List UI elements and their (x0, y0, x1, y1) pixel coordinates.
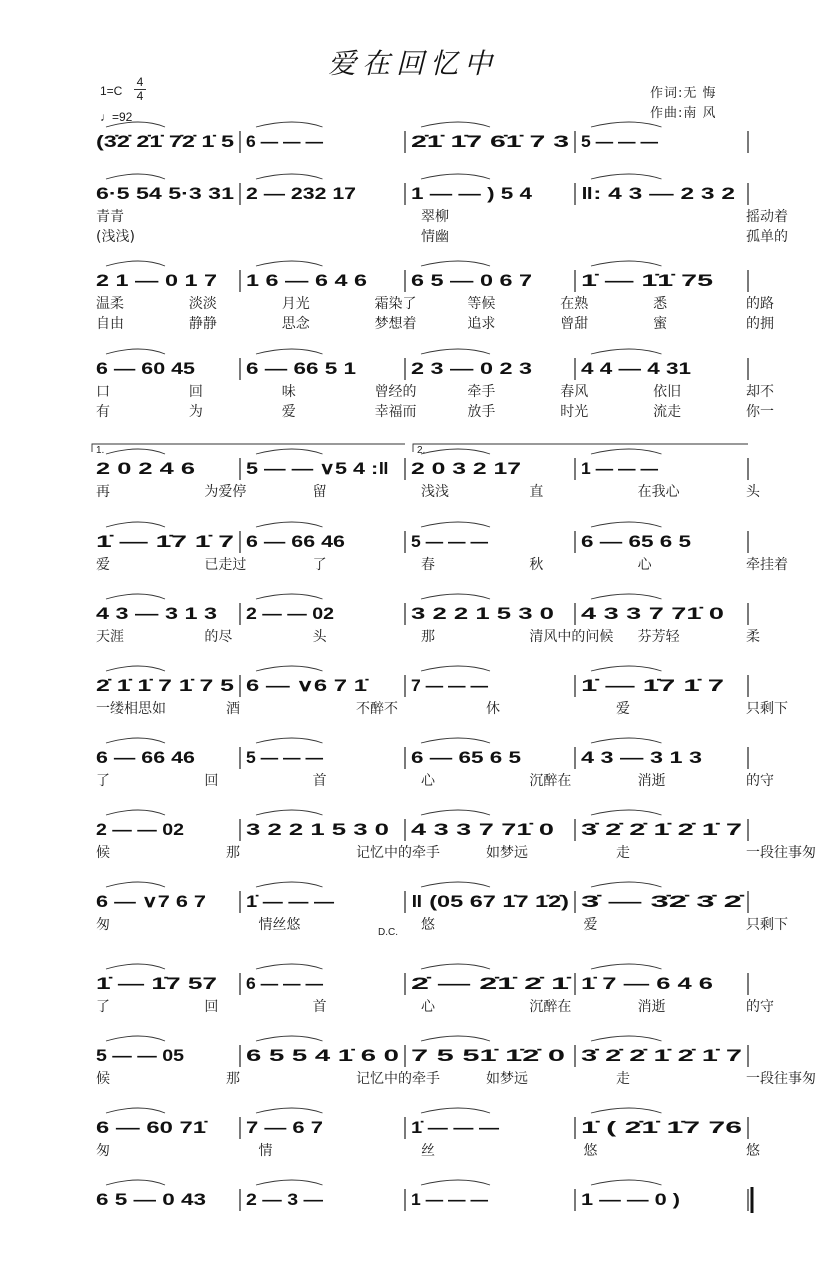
lyric-word: 牵挂着 (746, 557, 788, 573)
slur (421, 1108, 490, 1113)
lyric-word: 为爱停 (204, 484, 247, 500)
slur (106, 738, 165, 743)
lyric-word: 匆 (96, 1143, 110, 1159)
lyric-word: 回 (188, 384, 203, 400)
lyric-word: 浅浅 (421, 484, 449, 500)
lyric-word: 直 (529, 484, 544, 500)
slur (256, 122, 323, 127)
lyric-word: 翠柳 (421, 209, 449, 225)
lyric-word: 心 (421, 773, 435, 789)
measure: 1̇ — — — (411, 1118, 499, 1137)
slur (421, 666, 490, 671)
measure: 2 — 3 — (246, 1190, 323, 1209)
slur (106, 1108, 165, 1113)
slur (421, 122, 490, 127)
measure: 6 5 5 4 1̇ 6 0 (246, 1046, 399, 1065)
measure: 7 — 6 7 (246, 1118, 323, 1137)
lyric-word: 情 (258, 1143, 273, 1159)
slur (421, 1036, 490, 1041)
slur (591, 594, 662, 599)
slur (591, 522, 662, 527)
measure: 1̇ — — — (246, 892, 334, 911)
measure: 6 5 — 0 43 (96, 1190, 206, 1209)
lyric-word: 候 (96, 845, 110, 861)
measure: 6 — 66 5 1 (246, 359, 356, 378)
lyric-word: 不醉不 (356, 701, 398, 717)
slur (256, 349, 323, 354)
volta-number: 1. (96, 445, 105, 456)
lyric-word: 丝 (421, 1143, 435, 1159)
slur (591, 1036, 662, 1041)
slur (256, 810, 323, 815)
slur (106, 122, 165, 127)
lyric-word: 的尽 (204, 629, 233, 645)
lyric-word: 走 (616, 1071, 630, 1087)
measure: 6 — 65 6 5 (581, 532, 691, 551)
lyric-word: 头 (312, 629, 327, 645)
measure: 7 5 51̇ 1̇2̇ 0 (411, 1046, 565, 1065)
lyric-word: 只剩下 (746, 701, 788, 717)
measure: 4 3 3 7 71̇ 0 (411, 820, 554, 839)
measure: 3̇ 2̇ 2̇ 1̇ 2̇ 1̇ 7 (581, 820, 742, 839)
slur (591, 810, 662, 815)
slur (591, 122, 662, 127)
lyric-word: 首 (312, 999, 327, 1015)
lyric-word: 秋 (529, 557, 544, 573)
lyric-word: 再 (96, 484, 110, 500)
lyric-word: 孤单的 (746, 229, 788, 245)
lyric-word: 春 (421, 557, 435, 573)
slur (421, 174, 490, 179)
lyric-word: 摇动着 (746, 209, 788, 225)
measure: (3̇2̇ 2̇1̇ 7̇2̇ 1̇ 5 (96, 132, 234, 151)
measure: 2̇1̇ 1̇7 6̇1̇ 7 3 (411, 132, 569, 151)
lyric-word: 悠 (746, 1143, 760, 1159)
lyric-word: 悠 (583, 1143, 598, 1159)
time-signature-top: 4 (136, 75, 144, 89)
slur (421, 882, 490, 887)
song-title: 爱在回忆中 (327, 47, 498, 80)
lyric-word: 却不 (746, 384, 774, 400)
lyric-word: 消逝 (637, 773, 666, 789)
slur (106, 964, 165, 969)
tempo-marking: ♩=92 (100, 110, 133, 124)
measure: 2 — — 02 (246, 604, 334, 623)
slur (106, 449, 165, 454)
lyric-word: 爱 (96, 557, 110, 573)
slur (106, 174, 165, 179)
lyric-word: 候 (96, 1071, 110, 1087)
slur (106, 666, 165, 671)
slur (591, 449, 662, 454)
lyric-word: 的守 (746, 773, 774, 789)
slur (256, 882, 323, 887)
lyric-word: 休 (486, 701, 500, 717)
lyric-word: 天涯 (96, 629, 124, 645)
lyric-word: 你一 (746, 404, 774, 420)
composer: 作曲:南 风 (650, 106, 717, 121)
lyric-word: 如梦远 (486, 845, 528, 861)
slur (256, 666, 323, 671)
measure: 6 — ∨6 7 1̇ (246, 676, 370, 695)
measure: 1 — — 0 ) (581, 1190, 680, 1209)
slur (106, 1036, 165, 1041)
volta-bracket (413, 444, 748, 452)
lyric-word: 淡淡 (188, 296, 217, 312)
lyric-word: 记忆中的牵手 (356, 845, 440, 861)
measure: 6 — 60 45 (96, 359, 195, 378)
key-signature: 1=C (100, 84, 123, 98)
measure: 2 1 — 0 1 7 (96, 271, 217, 290)
slur (106, 882, 165, 887)
lyric-word: 春风 (560, 384, 589, 400)
lyric-word: 那 (226, 845, 240, 861)
measure: 1 — — ) 5 4 (411, 184, 533, 203)
lyric-word: 沉醉在 (529, 773, 572, 789)
lyric-word: 回 (204, 999, 219, 1015)
measure: 5 — — — (411, 532, 488, 551)
lyric-word: 柔 (746, 629, 760, 645)
measure: 2 3 — 0 2 3 (411, 359, 532, 378)
measure: 4 3 — 3 1 3 (96, 604, 217, 623)
measure: ‖ (05 67 1̇7 1̇2̇) (411, 892, 569, 911)
lyric-word: 回 (204, 773, 219, 789)
slur (256, 261, 323, 266)
measure: 1 6 — 6 4 6 (246, 271, 367, 290)
slur (421, 738, 490, 743)
lyric-word: 流走 (653, 404, 682, 420)
measure: 2 — — 02 (96, 820, 184, 839)
slur (591, 882, 662, 887)
slur (256, 738, 323, 743)
lyric-word: 了 (96, 773, 110, 789)
lyric-word: 首 (312, 773, 327, 789)
measure: 5 — — 05 (96, 1046, 184, 1065)
slur (421, 349, 490, 354)
slur (591, 738, 662, 743)
slur (591, 1180, 662, 1185)
lyric-word: 情丝悠 (258, 917, 301, 933)
measure: 6 — 65 6 5 (411, 748, 521, 767)
lyric-word: 的拥 (746, 316, 774, 332)
measure: 5 — — — (581, 132, 658, 151)
lyric-word: 牵手 (467, 384, 496, 400)
lyric-word: 时光 (560, 404, 589, 420)
lyric-word: 沉醉在 (529, 999, 572, 1015)
slur (421, 522, 490, 527)
lyric-word: 一段往事匆 (746, 845, 816, 861)
lyricist: 作词:无 悔 (650, 86, 717, 101)
measure: 3 2 2 1 5 3 0 (246, 820, 389, 839)
lyric-word: 记忆中的牵手 (356, 1071, 440, 1087)
slur (256, 594, 323, 599)
measure: ‖: 4 3 — 2 3 2 (581, 184, 735, 203)
lyric-word: 在我心 (637, 484, 680, 500)
slur (421, 1180, 490, 1185)
measure: 1̇ — 1̇7 57 (96, 974, 217, 993)
measure: 5 — — — (246, 748, 323, 767)
measure: 6 — ∨7 6 7 (96, 892, 206, 911)
lyric-word: 追求 (467, 316, 496, 332)
lyric-word: 芬芳轻 (637, 629, 680, 645)
slur (256, 1180, 323, 1185)
measure: 4 3 — 3 1 3 (581, 748, 702, 767)
slur (256, 449, 323, 454)
slur (106, 261, 165, 266)
lyric-word: 头 (746, 484, 760, 500)
slur (106, 349, 165, 354)
lyric-word: 梦想着 (374, 316, 417, 332)
lyric-word: 月光 (281, 296, 310, 312)
lyric-word: 只剩下 (746, 917, 788, 933)
measure: 3̇ — 3̇2̇ 3̇ 2̇ (581, 892, 746, 911)
lyric-word: 爱 (583, 917, 598, 933)
dc-mark: D.C. (378, 927, 398, 938)
quarter-note-icon: ♩ (100, 110, 112, 124)
measure: 7 — — — (411, 676, 488, 695)
measure: 1̇ — 1̇7 1̇ 7 (581, 676, 724, 695)
measure: 6 — 60 71̇ (96, 1118, 209, 1137)
lyric-word: 心 (421, 999, 435, 1015)
lyric-word: 悉 (653, 296, 668, 312)
measure: 4 4 — 4 31 (581, 359, 691, 378)
lyric-word: 有 (96, 404, 110, 420)
measure: 6 — — — (246, 974, 323, 993)
lyric-word: 为 (188, 404, 203, 420)
lyric-word: 霜染了 (374, 296, 417, 312)
lyric-word: 温柔 (96, 296, 124, 312)
lyric-word: 那 (226, 1071, 240, 1087)
measure: 1̇ ( 2̇1̇ 1̇7 76 (581, 1118, 742, 1137)
lyric-word: 曾经的 (374, 384, 417, 400)
lyric-word: 味 (281, 384, 296, 400)
measure: 6 — — — (246, 132, 323, 151)
measure: 4 3 3 7 71̇ 0 (581, 604, 724, 623)
lyric-word: 一段往事匆 (746, 1071, 816, 1087)
lyric-word: 爱 (616, 701, 630, 717)
lyric-word: 静静 (188, 316, 217, 332)
slur (106, 1180, 165, 1185)
lyric-word: 走 (616, 845, 630, 861)
slur (106, 594, 165, 599)
lyric-word: 等候 (467, 296, 496, 312)
measure: 6 — 66 46 (96, 748, 195, 767)
lyric-word: 在熟 (560, 296, 589, 312)
lyric-word: 消逝 (637, 999, 666, 1015)
slur (421, 449, 490, 454)
lyric-word: 依旧 (653, 384, 682, 400)
measure: 1̇ — 1̇1̇ 75 (581, 271, 713, 290)
lyric-word: 自由 (96, 316, 124, 332)
slur (256, 174, 323, 179)
slur (591, 1108, 662, 1113)
slur (106, 810, 165, 815)
slur (256, 964, 323, 969)
lyric-word: 已走过 (204, 557, 247, 573)
measure: 1 — — — (411, 1190, 488, 1209)
lyric-word: (浅浅) (96, 229, 135, 245)
time-signature-bottom: 4 (136, 89, 144, 103)
measure: 1̇ 7 — 6 4 6 (581, 974, 713, 993)
lyric-word: 酒 (226, 701, 240, 717)
volta-number: 2. (417, 445, 426, 456)
lyric-word: 蜜 (653, 316, 668, 332)
lyric-word: 的路 (746, 296, 774, 312)
measure: 2̇ 1̇ 1̇ 7 1̇ 7 5 (96, 676, 234, 695)
slur (256, 1036, 323, 1041)
slur (421, 810, 490, 815)
measure: 3 2 2 1 5 3 0 (411, 604, 554, 623)
lyric-word: 悠 (421, 917, 435, 933)
lyric-word: 放手 (467, 404, 496, 420)
measure: 1 — — — (581, 459, 658, 478)
slur (106, 522, 165, 527)
lyric-word: 心 (637, 557, 652, 573)
lyric-word: 了 (312, 557, 327, 573)
slur (591, 261, 662, 266)
slur (591, 174, 662, 179)
volta-bracket (92, 444, 405, 452)
lyric-word: 那 (421, 629, 435, 645)
lyric-word: 如梦远 (486, 1071, 528, 1087)
measure: 2 — 232 17 (246, 184, 356, 203)
slur (256, 1108, 323, 1113)
lyric-word: 曾甜 (560, 316, 589, 332)
lyric-word: 清风中的问候 (529, 629, 614, 645)
measure: 3̇ 2̇ 2̇ 1̇ 2̇ 1̇ 7 (581, 1046, 742, 1065)
measure: 6·5 54 5·3 31 (96, 184, 234, 203)
measure: 1̇ — 1̇7 1̇ 7 (96, 532, 234, 551)
lyric-word: 情幽 (421, 229, 449, 245)
lyric-word: 的守 (746, 999, 774, 1015)
lyric-word: 留 (312, 484, 327, 500)
slur (591, 666, 662, 671)
measure: 5 — — ∨5 4 :‖ (246, 459, 389, 478)
lyric-word: 爱 (281, 404, 296, 420)
slur (421, 261, 490, 266)
slur (421, 964, 490, 969)
lyric-word: 一缕相思如 (96, 701, 166, 717)
measure: 6 5 — 0 6 7 (411, 271, 532, 290)
measure: 2̇ — 2̇1̇ 2̇ 1̇ (411, 974, 573, 993)
measure: 2 0 2 4 6 (96, 459, 195, 478)
lyric-word: 思念 (281, 316, 310, 332)
slur (591, 964, 662, 969)
lyric-word: 了 (96, 999, 110, 1015)
lyric-word: 口 (96, 384, 110, 400)
lyric-word: 青青 (96, 209, 124, 225)
slur (421, 594, 490, 599)
lyric-word: 匆 (96, 917, 110, 933)
lyric-word: 幸福而 (374, 404, 417, 420)
slur (256, 522, 323, 527)
slur (591, 349, 662, 354)
measure: 6 — 66 46 (246, 532, 345, 551)
measure: 2 0 3 2 17 (411, 459, 521, 478)
